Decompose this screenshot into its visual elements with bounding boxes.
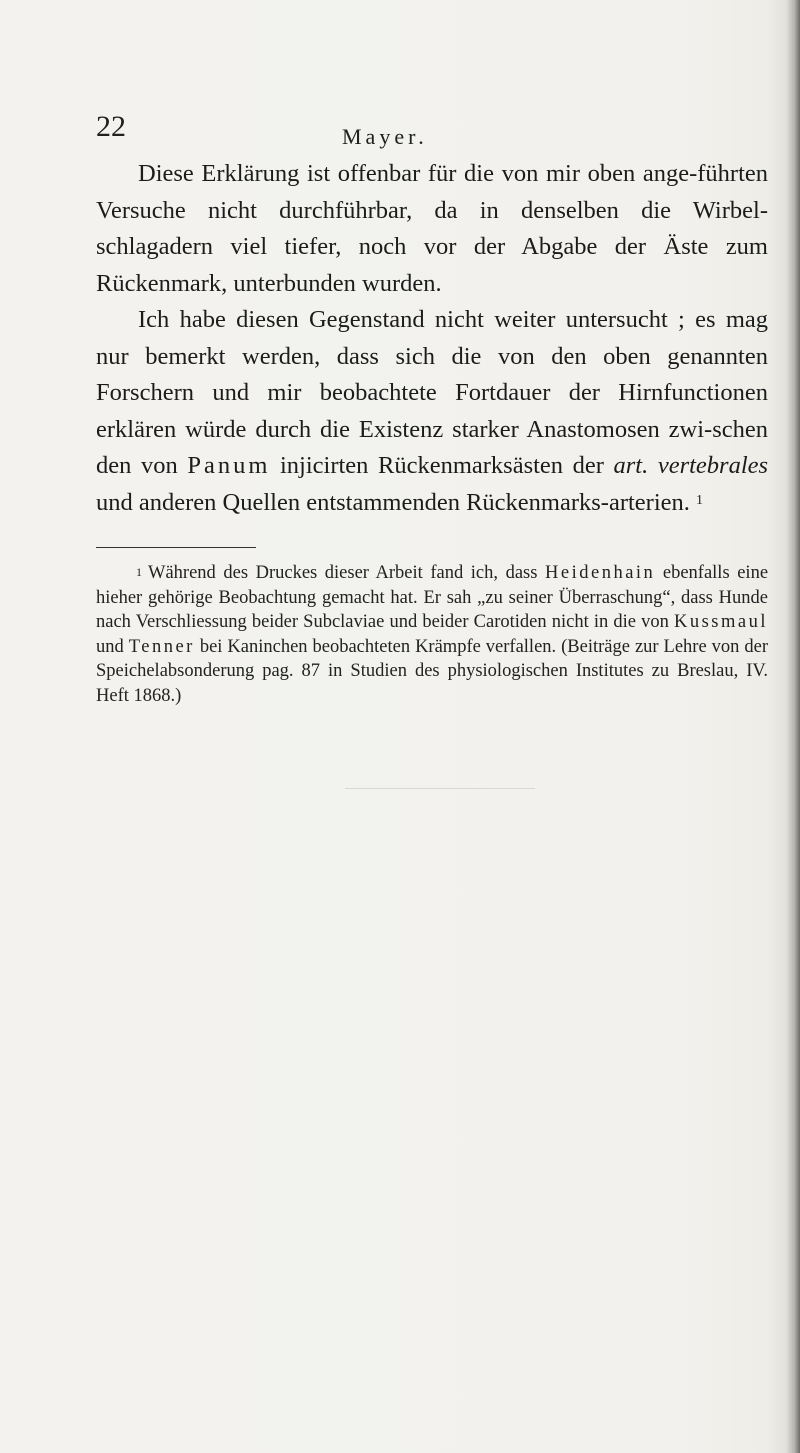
body-text [96,156,768,521]
show-through-rule [345,788,535,789]
page-number: 22 [96,110,126,143]
italic-term: art. vertebrales [613,452,769,479]
author-name-heidenhain: Heidenhain [545,563,656,583]
footnote-reference: 1 [696,492,704,508]
footnote-text-4: bei Kaninchen beobachteten Krämpfe verfallen. (Beiträge zur Lehre von der Speichelabsonderung pag. 87 in Studien des physiologischen Institutes zu Breslau, IV. Heft 1868.) [96,636,769,706]
footnote-marker: 1 [136,565,142,579]
running-head: Mayer. [342,124,428,149]
footnote-divider [96,547,256,548]
paragraph-2 [96,302,768,521]
author-name-tenner: Tenner [128,636,195,657]
author-name-panum: Panum [187,452,271,479]
footnote [96,561,768,708]
footnote-text-3: und [96,636,124,657]
author-name-kussmaul: Kussmaul [674,612,768,632]
footnote-text-2: ebenfalls eine hieher gehörige Beobachtung gemacht hat. Er sah „zu seiner Überraschung“, dass Hunde nach Verschliessung beider Subclaviae und beider Carotiden nicht in die von [96,563,769,632]
footnote-paragraph [96,561,768,708]
paragraph-2-part1: Ich habe diesen Gegenstand nicht weiter untersucht ; es mag nur bemerkt werden, dass sich die von den oben genannten Forschern und mir beobachtete Fortdauer der Hirnfunctionen erklären würde durch die Existenz starker Anastomosen zwi-schen den von [96,306,768,479]
paragraph-2-part2: injicirten Rückenmarksästen der [279,452,604,479]
paragraph-1: Diese Erklärung ist offenbar für die von mir oben ange-führten Versuche nicht durchführbar, da in denselben die Wirbel-schlagadern viel tiefer, noch vor der Abgabe der Äste zum Rückenmark, unterbunden wurden. [96,160,768,297]
page-edge-shadow [786,0,800,1453]
footnote-text-1: Während des Druckes dieser Arbeit fand ich, dass [148,563,538,583]
paragraph-2-part3: und anderen Quellen entstammenden Rückenmarks-arterien. [96,488,690,516]
